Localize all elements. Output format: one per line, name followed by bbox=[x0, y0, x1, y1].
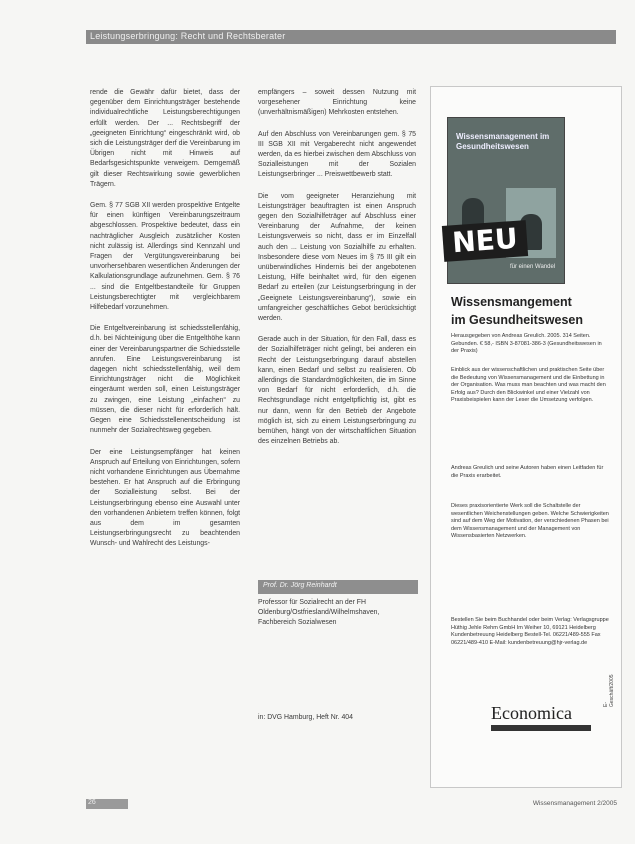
author-description: Professor für Sozialrecht an der FH Oldenburg/Ostfriesland/Wilhelmshaven, Fachbereich Sozialwesen bbox=[258, 599, 380, 626]
book-cover-subtitle: für einen Wandel bbox=[510, 264, 556, 270]
new-badge: NEU bbox=[442, 220, 528, 262]
paragraph: Auf den Abschluss von Vereinbarungen gem. § 75 III SGB XII mit Vergaberecht nicht angewendet werden, da es hierbei zwischen dem Abschluss von Sozialleistungen mit der Sozialen Leistungserbringer ... Preiswettbewerb statt. bbox=[258, 130, 416, 179]
vertical-code: E-Geschäft/2005 bbox=[603, 674, 615, 707]
text-column-middle bbox=[258, 88, 416, 459]
text-column-left bbox=[90, 88, 240, 561]
section-header bbox=[86, 30, 616, 44]
ad-description: Dieses praxisorientierte Werk soll die Schaltstelle der wesentlichen Weichenstellungen geben. Welche Schwierigkeiten sind auf dem Weg der Motivation, der verschiedenen Phasen bei dem Wissensmanagement und der Management von Wissensbasierten Netzwerken. bbox=[451, 503, 609, 540]
page-number: 26 bbox=[88, 799, 96, 806]
ad-title bbox=[451, 293, 617, 329]
logo-bar bbox=[491, 725, 591, 731]
paragraph: Die Entgeltvereinbarung ist schiedsstellenfähig, d.h. bei Nichteinigung über die Entgelthöhe kann einer der Vereinbarungspartner die Schiedsstelle anrufen. Eine Leistungsvereinbarung ist dagegen nicht schiedsstellenfähig, weil dem Einrichtungsträger nicht die Möglichkeit eingeräumt werden soll, einen Leistungsträger zu zwingen, eine Leistung „einfachen“ zu müssen, die dieser nicht für erforderlich hält. Gegen eine Schiedsstellenentscheidung ist nunmehr der Sozialrechtsweg gegeben. bbox=[90, 325, 240, 435]
ad-title-line: Wissensmangement bbox=[451, 295, 572, 309]
page-number-box bbox=[86, 799, 128, 809]
journal-footer: Wissensmanagement 2/2005 bbox=[532, 800, 617, 807]
book-cover-title: Wissensmanagement im Gesundheitswesen bbox=[456, 132, 550, 151]
paragraph: Gem. § 77 SGB XII werden prospektive Entgelte für einen künftigen Vereinbarungszeitraum abgeschlossen. Prospektive bedeutet, dass ein nachträglicher Ausgleich zusätzlicher Kosten nicht zulässig ist. Allerdings sind Kennzahl und Fragen der Vergütungsvereinbarung bei unvorhersehbaren wesentlichen Änderungen der Kalkulationsgrundlage aufzunehmen. Gem. § 76 ... sind die Entgeltbestandteile für Gruppen Leistungsberechtigter mit vergleichbarem Hilfebedarf vorzunehmen. bbox=[90, 202, 240, 312]
header-title: Leistungserbringung: Recht und Rechtsberater bbox=[90, 31, 286, 41]
book-advertisement bbox=[430, 86, 622, 788]
ad-description: Andreas Greulich und seine Autoren haben einen Leitfaden für die Praxis erarbeitet. bbox=[451, 465, 604, 479]
author-name-box bbox=[258, 580, 418, 594]
publication-note: in: DVG Hamburg, Heft Nr. 404 bbox=[258, 714, 353, 721]
publisher-logo bbox=[491, 703, 601, 731]
ad-order-info: Bestellen Sie beim Buchhandel oder beim Verlag: Verlagsgruppe Hüthig Jehle Rehm GmbH Im Weiher 10, 69121 Heidelberg Kundenbetreuung Heidelberg Bestell-Tel. 06221/489-555 Fax 06221/489-410 E-Mail: kundenbetreuung@hjr-verlag.de bbox=[451, 617, 609, 646]
publisher-name: Economica bbox=[491, 703, 572, 723]
paragraph: empfängers – soweit dessen Nutzung mit vorgesehener Einrichtung keine (unverhältnismäßigen) Mehrkosten entstehen. bbox=[258, 89, 416, 117]
paragraph: Die vom geeigneter Heranziehung mit Leistungsträger beauftragten ist einen Anspruch gegen den Sozialhilfeträger auf Abschluss einer Vereinbarung der Aufnahme, der keinen Leistungsverweis so nicht, dass er im Einzelfall auch den ... Leistung von Sozialhilfe zu erhalten. Insbesondere diese vom Neues im § 75 III gilt ein unüberwindliches Hindernis bei der angebotenen Leistung, Hilfe beinhaltet wird, für den eigenen Bedarf zu erteilen (zur Leistungserbringung in der „Geeignete Leistungsvereinbarung“), sowie ein umfangreicher geschäftliches Gebot berücksichtigt werden. bbox=[258, 192, 416, 323]
ad-title-line: im Gesundheitswesen bbox=[451, 313, 583, 327]
paragraph: rende die Gewähr dafür bietet, dass der gegenüber dem Einrichtungsträger bestehende individualrechtliche Leistungsberechtigungen erfüllt werden. Der ... Rechtsbegriff der „geeigneten Einrichtung“ eingeschränkt wird, ob sich die Leistungsträger derf die Vereinbarung im Übrigen nicht mit Hinweis auf Bedarfsgesichtspunkte verweigern. Demgemäß gilt dieser Rechtswirkung sowie gewerblichen Trägern. bbox=[90, 89, 240, 188]
paragraph: Der eine Leistungsempfänger hat keinen Anspruch auf Erteilung von Einrichtungen, sofern nicht vorhandene Einrichtungen aus Übernahme bestehen. Er hat Anspruch auf die Erbringung der Sozialleistung selbst. Bei der Leistungserbringung ebenso eine Auswahl unter den vorhandenen Anbietern treffen können, folgt aus dem im gesamten Leistungserbringungsrecht zu beachtenden Wunsch- und Wahlrecht des Leistungs- bbox=[90, 448, 240, 548]
ad-description: Einblick aus der wissenschaftlichen und praktischen Seite über die Bedeutung von Wissensmanagement und die Einbettung in der Organisation. Was muss man beachten und was macht den Erfolg aus? Durch den Blickwinkel und einer Vielzahl von Praxisbeispielen kann der Leser die Umsetzung verfolgen. bbox=[451, 367, 606, 404]
paragraph: Gerade auch in der Situation, für den Fall, dass es der Sozialhilfeträger nicht gelingt, bei anderen ein Recht der Leistungserbringung darauf abstellen kann, einen Bedarf und selbst zu realisieren. Ob allerdings die Standardmöglichkeiten, die im Sinne von Bedarf für nicht erforderlich, d.h. die Rechtsgrundlage nicht entgeltpflichtig ist, gibt es nur dann, wenn für den Betrieb der Angebote möglich ist, sich zu einem Leistungserbringung zu bemühen, hängt von der wirtschaftlichen Situation des einzelnen Betriebs ab. bbox=[258, 336, 416, 446]
ad-meta: Herausgegeben von Andreas Greulich. 2005. 314 Seiten. Gebunden. € 58,- ISBN 3-87081-386-3 (Gesundheitswesen in der Praxis) bbox=[451, 333, 602, 355]
author-name: Prof. Dr. Jörg Reinhardt bbox=[263, 582, 337, 589]
